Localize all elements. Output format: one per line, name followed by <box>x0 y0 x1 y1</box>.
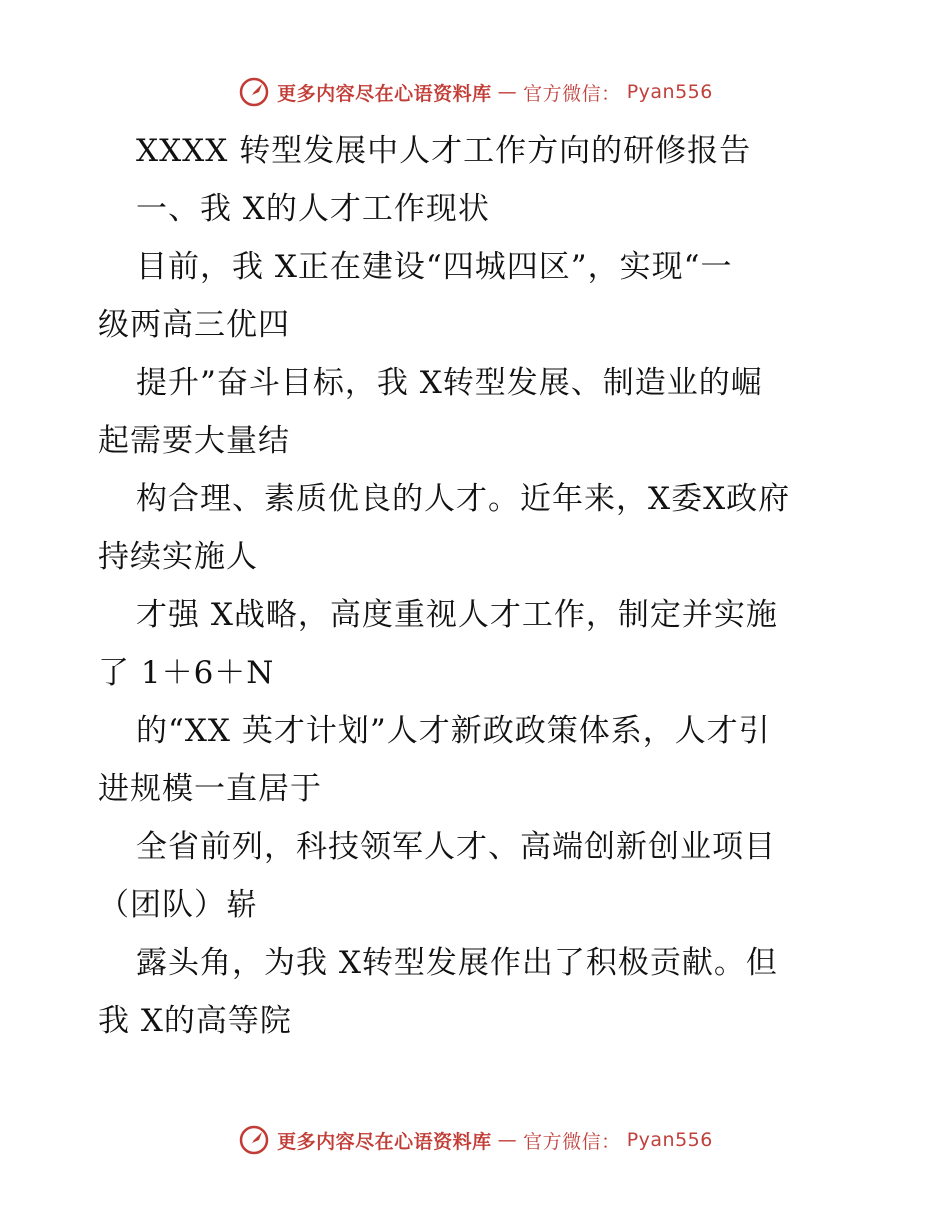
paragraph-line: 构合理、素质优良的人才。近年来，X委X政府 <box>136 481 791 517</box>
paragraph-line: 露头角，为我 X转型发展作出了积极贡献。但 <box>136 945 778 981</box>
document-title: XXXX 转型发展中人才工作方向的研修报告 <box>136 133 752 169</box>
watermark-contact-label: 官方微信： <box>523 1130 621 1153</box>
paragraph-line: 的“XX 英才计划”人才新政政策体系，人才引 <box>136 713 771 749</box>
feather-pen-logo-icon <box>237 1123 271 1157</box>
paragraph-line: 进规模一直居于 <box>98 771 322 807</box>
footer-watermark <box>0 1120 950 1160</box>
paragraph-line: 全省前列，科技领军人才、高端创新创业项目 <box>136 829 776 865</box>
paragraph-line: 才强 X战略，高度重视人才工作，制定并实施 <box>136 597 778 633</box>
paragraph-line: 我 X的高等院 <box>98 1003 292 1039</box>
section-heading: 一、我 X的人才工作现状 <box>136 191 490 227</box>
paragraph-line: 起需要大量结 <box>98 423 290 459</box>
watermark-contact-id: Pyan556 <box>626 1129 713 1151</box>
document-body <box>98 122 858 1050</box>
paragraph-line: 提升”奋斗目标，我 X转型发展、制造业的崛 <box>136 365 763 401</box>
paragraph-line: 目前，我 X正在建设“四城四区”，实现“一 <box>136 249 733 285</box>
paragraph-line: 持续实施人 <box>98 539 258 575</box>
watermark-contact-id: Pyan556 <box>626 81 713 103</box>
watermark-brand: 更多内容尽在心语资料库 <box>277 1130 492 1153</box>
paragraph-line: （团队）崭 <box>98 887 258 923</box>
paragraph-line: 了 1＋6＋N <box>98 655 275 691</box>
watermark-dash: — <box>497 81 518 103</box>
feather-pen-logo-icon <box>237 75 271 109</box>
header-watermark <box>0 72 950 112</box>
watermark-dash: — <box>497 1129 518 1151</box>
paragraph-line: 级两高三优四 <box>98 307 290 343</box>
watermark-contact-label: 官方微信： <box>523 82 621 105</box>
watermark-brand: 更多内容尽在心语资料库 <box>277 82 492 105</box>
